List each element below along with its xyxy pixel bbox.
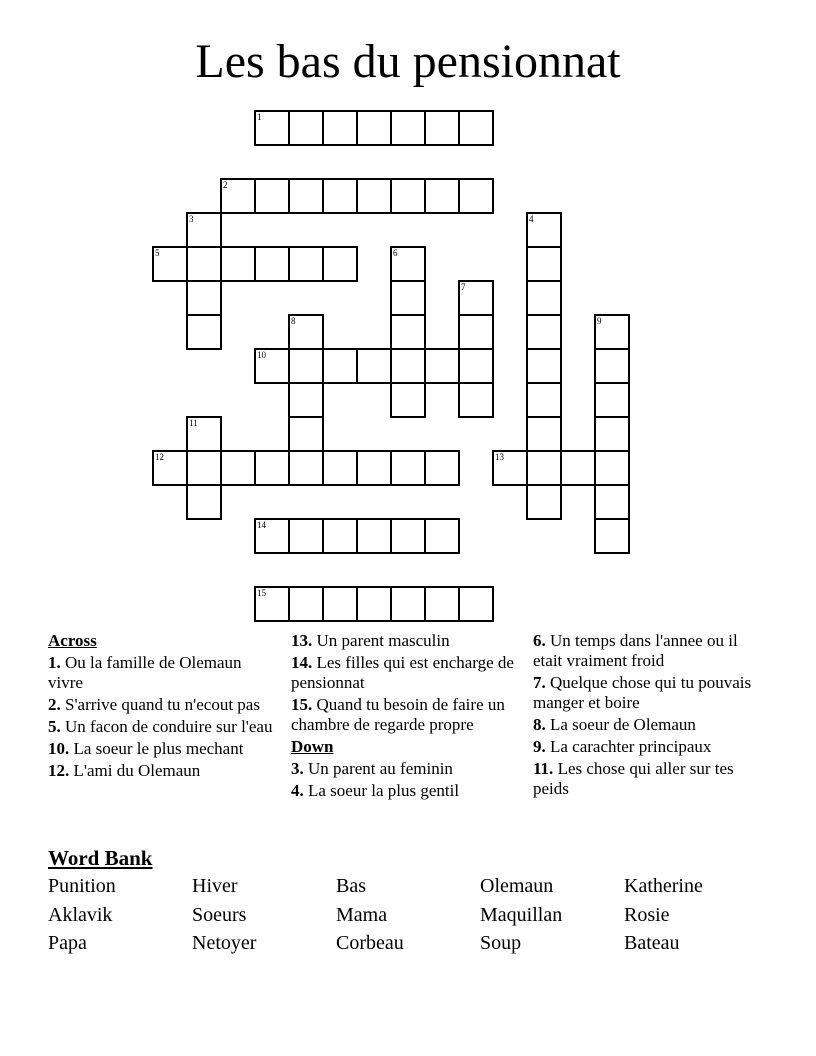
clue-across-2 xyxy=(48,695,278,715)
word-bank-word: Katherine xyxy=(624,875,703,897)
grid-cell[interactable] xyxy=(424,450,460,486)
clue-text: Quelque chose qui tu pouvais manger et boire xyxy=(533,673,752,712)
clue-down-4 xyxy=(291,781,521,801)
word-bank xyxy=(48,874,768,960)
grid-cell[interactable] xyxy=(526,246,562,282)
clue-across-1 xyxy=(48,653,278,693)
cell-number: 11 xyxy=(189,418,198,428)
clue-text: La soeur la plus gentil xyxy=(308,781,460,800)
grid-cell[interactable] xyxy=(288,382,324,418)
clue-across-12 xyxy=(48,761,278,781)
clue-text: L'ami du Olemaun xyxy=(73,761,201,780)
grid-cell[interactable] xyxy=(458,178,494,214)
grid-cell[interactable] xyxy=(288,178,324,214)
grid-cell[interactable] xyxy=(390,280,426,316)
clue-number: 5. xyxy=(48,717,61,736)
grid-cell[interactable] xyxy=(322,178,358,214)
grid-cell[interactable] xyxy=(390,450,426,486)
word-bank-word: Rosie xyxy=(624,903,670,926)
cell-number: 15 xyxy=(257,588,266,598)
grid-cell[interactable] xyxy=(356,586,392,622)
clue-text: La soeur le plus mechant xyxy=(73,739,244,758)
cell-number: 5 xyxy=(155,248,160,258)
grid-cell[interactable] xyxy=(322,348,358,384)
clue-text: Un parent au feminin xyxy=(308,759,453,778)
grid-cell[interactable] xyxy=(288,110,324,146)
grid-cell[interactable] xyxy=(288,314,324,350)
grid-cell[interactable] xyxy=(152,246,188,282)
word-bank-word: Papa xyxy=(48,932,87,954)
clue-number: 11. xyxy=(533,759,554,778)
clues-column-3 xyxy=(533,631,763,801)
clue-text: Un parent masculin xyxy=(316,631,450,650)
cell-number: 1 xyxy=(257,112,262,122)
grid-cell[interactable] xyxy=(526,280,562,316)
grid-cell[interactable] xyxy=(594,382,630,418)
grid-cell[interactable] xyxy=(390,348,426,384)
clue-text: Les chose qui aller sur tes peids xyxy=(533,759,734,798)
grid-cell[interactable] xyxy=(288,518,324,554)
grid-cell[interactable] xyxy=(458,314,494,350)
clue-number: 15. xyxy=(291,695,313,714)
clue-across-5 xyxy=(48,717,278,737)
clue-number: 9. xyxy=(533,737,546,756)
grid-cell[interactable] xyxy=(186,484,222,520)
grid-cell[interactable] xyxy=(458,586,494,622)
clues-column-2 xyxy=(291,631,521,803)
clue-text: Ou la famille de Olemaun vivre xyxy=(48,653,242,692)
grid-cell[interactable] xyxy=(288,450,324,486)
cell-number: 4 xyxy=(529,214,534,224)
grid-cell[interactable] xyxy=(288,586,324,622)
grid-cell[interactable] xyxy=(356,450,392,486)
grid-cell[interactable] xyxy=(594,450,630,486)
grid-cell[interactable] xyxy=(186,450,222,486)
grid-cell[interactable] xyxy=(458,348,494,384)
clue-across-14 xyxy=(291,653,521,693)
grid-cell[interactable] xyxy=(458,110,494,146)
clue-number: 12. xyxy=(48,761,70,780)
down-heading: Down xyxy=(291,737,334,756)
grid-cell[interactable] xyxy=(526,382,562,418)
grid-cell[interactable] xyxy=(186,212,222,248)
cell-number: 3 xyxy=(189,214,194,224)
clue-down-6 xyxy=(533,631,763,671)
clue-text: La soeur de Olemaun xyxy=(550,715,696,734)
grid-cell[interactable] xyxy=(356,178,392,214)
clue-number: 3. xyxy=(291,759,304,778)
grid-cell[interactable] xyxy=(288,246,324,282)
grid-cell[interactable] xyxy=(526,416,562,452)
word-bank-row xyxy=(48,931,768,960)
word-bank-word: Punition xyxy=(48,875,116,897)
grid-cell[interactable] xyxy=(322,518,358,554)
cell-number: 9 xyxy=(597,316,602,326)
grid-cell[interactable] xyxy=(526,450,562,486)
clue-number: 6. xyxy=(533,631,546,650)
grid-cell[interactable] xyxy=(526,212,562,248)
grid-cell[interactable] xyxy=(254,450,290,486)
grid-cell[interactable] xyxy=(254,178,290,214)
clue-text: Les filles qui est encharge de pensionnat xyxy=(291,653,514,692)
clue-number: 13. xyxy=(291,631,313,650)
grid-cell[interactable] xyxy=(424,348,460,384)
grid-cell[interactable] xyxy=(424,110,460,146)
grid-cell[interactable] xyxy=(254,348,290,384)
grid-cell[interactable] xyxy=(186,280,222,316)
cell-number: 6 xyxy=(393,248,398,258)
clue-across-15 xyxy=(291,695,521,735)
grid-cell[interactable] xyxy=(594,484,630,520)
grid-cell[interactable] xyxy=(390,314,426,350)
word-bank-word: Aklavik xyxy=(48,903,113,926)
clue-number: 7. xyxy=(533,673,546,692)
clue-text: Un temps dans l'annee ou il etait vraiment froid xyxy=(533,631,738,670)
cell-number: 2 xyxy=(223,180,228,190)
grid-cell[interactable] xyxy=(390,246,426,282)
word-bank-word: Hiver xyxy=(192,875,238,897)
clue-text: Un facon de conduire sur l'eau xyxy=(65,717,273,736)
word-bank-word: Soup xyxy=(480,932,522,954)
grid-cell[interactable] xyxy=(492,450,528,486)
clue-number: 2. xyxy=(48,695,61,714)
grid-cell[interactable] xyxy=(152,450,188,486)
clue-across-13 xyxy=(291,631,521,651)
grid-cell[interactable] xyxy=(458,382,494,418)
clue-down-7 xyxy=(533,673,763,713)
clue-down-9 xyxy=(533,737,763,757)
grid-cell[interactable] xyxy=(356,518,392,554)
clue-number: 14. xyxy=(291,653,313,672)
grid-cell[interactable] xyxy=(254,246,290,282)
grid-cell[interactable] xyxy=(526,348,562,384)
word-bank-row xyxy=(48,903,768,932)
word-bank-word: Corbeau xyxy=(336,932,404,954)
cell-number: 12 xyxy=(155,452,164,462)
clue-text: S'arrive quand tu n'ecout pas xyxy=(65,695,260,714)
grid-cell[interactable] xyxy=(594,314,630,350)
grid-cell[interactable] xyxy=(356,348,392,384)
grid-cell[interactable] xyxy=(322,450,358,486)
grid-cell[interactable] xyxy=(220,178,256,214)
word-bank-word: Soeurs xyxy=(192,903,247,926)
clue-down-3 xyxy=(291,759,521,779)
cell-number: 10 xyxy=(257,350,266,360)
grid-cell[interactable] xyxy=(594,518,630,554)
clue-text: Quand tu besoin de faire un chambre de regarde propre xyxy=(291,695,505,734)
clue-number: 4. xyxy=(291,781,304,800)
grid-cell[interactable] xyxy=(322,110,358,146)
clue-number: 1. xyxy=(48,653,61,672)
grid-cell[interactable] xyxy=(594,416,630,452)
grid-cell[interactable] xyxy=(594,348,630,384)
grid-cell[interactable] xyxy=(288,416,324,452)
grid-cell[interactable] xyxy=(390,586,426,622)
word-bank-word: Netoyer xyxy=(192,932,257,954)
grid-cell[interactable] xyxy=(288,348,324,384)
word-bank-word: Mama xyxy=(336,903,388,926)
grid-cell[interactable] xyxy=(424,178,460,214)
clue-down-11 xyxy=(533,759,763,799)
clue-number: 8. xyxy=(533,715,546,734)
word-bank-title: Word Bank xyxy=(48,846,153,870)
grid-cell[interactable] xyxy=(186,314,222,350)
grid-cell[interactable] xyxy=(424,586,460,622)
grid-cell[interactable] xyxy=(220,450,256,486)
grid-cell[interactable] xyxy=(254,586,290,622)
grid-cell[interactable] xyxy=(186,246,222,282)
cell-number: 7 xyxy=(461,282,466,292)
grid-cell[interactable] xyxy=(526,484,562,520)
grid-cell[interactable] xyxy=(390,382,426,418)
grid-cell[interactable] xyxy=(390,110,426,146)
clue-number: 10. xyxy=(48,739,70,758)
grid-cell[interactable] xyxy=(186,416,222,452)
grid-cell[interactable] xyxy=(560,450,596,486)
word-bank-row xyxy=(48,874,768,903)
grid-cell[interactable] xyxy=(254,110,290,146)
grid-cell[interactable] xyxy=(526,314,562,350)
clue-down-8 xyxy=(533,715,763,735)
cell-number: 8 xyxy=(291,316,296,326)
across-heading: Across xyxy=(48,631,97,650)
puzzle-title: Les bas du pensionnat xyxy=(195,35,621,88)
grid-cell[interactable] xyxy=(424,518,460,554)
grid-cell[interactable] xyxy=(390,518,426,554)
word-bank-word: Maquillan xyxy=(480,903,563,926)
grid-cell[interactable] xyxy=(356,110,392,146)
cell-number: 13 xyxy=(495,452,504,462)
word-bank-word: Bas xyxy=(336,875,366,897)
clues-column-1 xyxy=(48,631,278,783)
clue-text: La carachter principaux xyxy=(550,737,712,756)
cell-number: 14 xyxy=(257,520,266,530)
clue-across-10 xyxy=(48,739,278,759)
grid-cell[interactable] xyxy=(390,178,426,214)
word-bank-word: Bateau xyxy=(624,932,680,954)
grid-cell[interactable] xyxy=(220,246,256,282)
word-bank-word: Olemaun xyxy=(480,875,554,897)
grid-cell[interactable] xyxy=(458,280,494,316)
grid-cell[interactable] xyxy=(322,586,358,622)
grid-cell[interactable] xyxy=(322,246,358,282)
grid-cell[interactable] xyxy=(254,518,290,554)
